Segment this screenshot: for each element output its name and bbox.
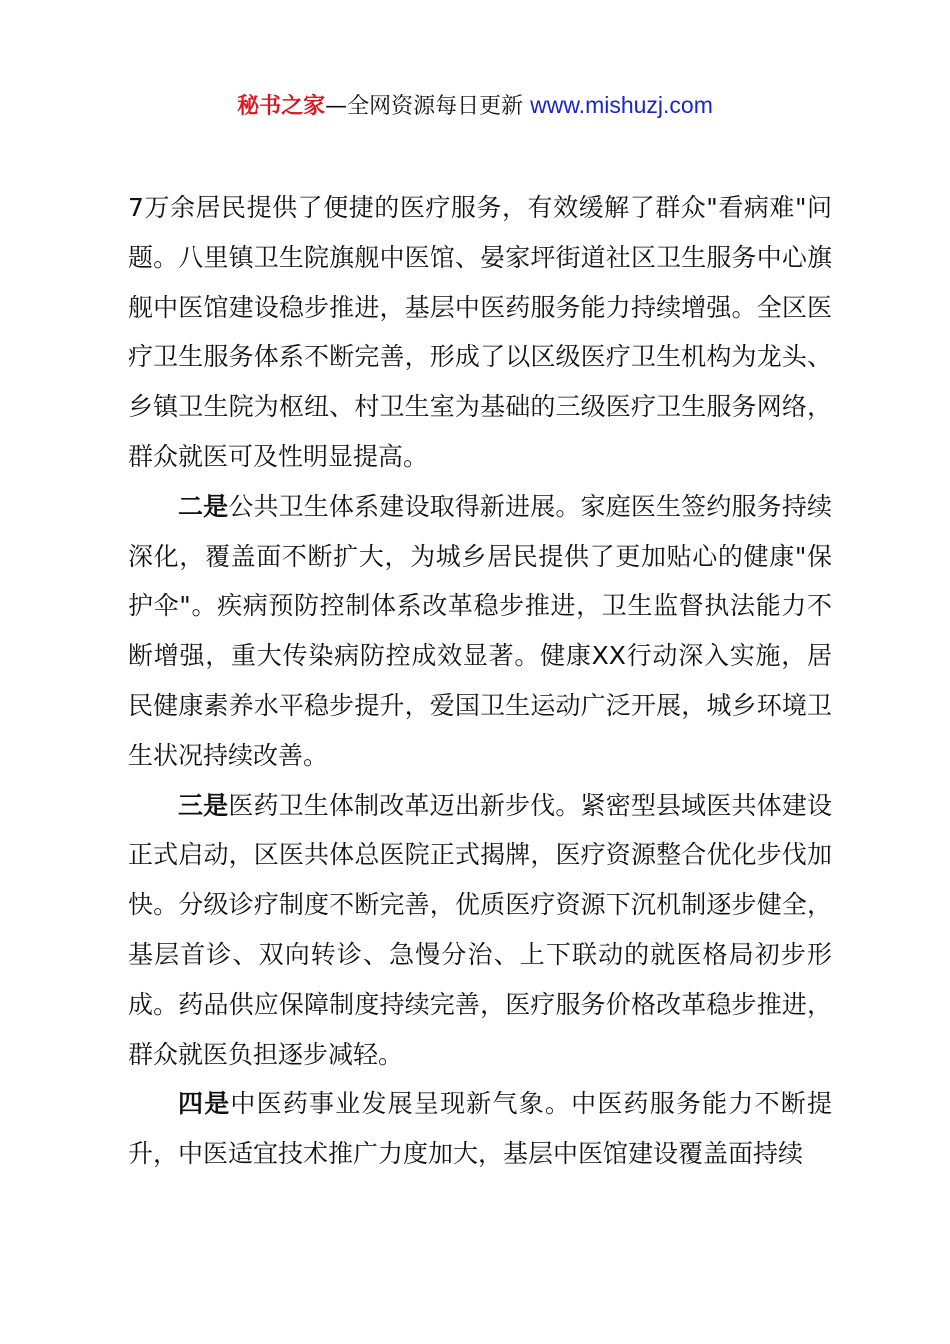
paragraph-1: [128, 183, 832, 482]
site-url-link[interactable]: www.mishuzj.com: [530, 92, 713, 118]
brand-name: 秘书之家: [237, 94, 326, 119]
paragraph-3-lead: 三是: [178, 790, 229, 820]
paragraph-4-text: 中医药事业发展呈现新气象。中医药服务能力不断提升，中医适宜技术推广力度加大，基层中医馆建设覆盖面持续: [128, 1089, 832, 1169]
paragraph-4-lead: 四是: [178, 1089, 231, 1119]
paragraph-2: [128, 482, 832, 781]
paragraph-4: [128, 1079, 832, 1179]
paragraph-2-lead: 二是: [178, 491, 229, 521]
header-tagline: —全网资源每日更新: [325, 94, 531, 119]
paragraph-2-text: 公共卫生体系建设取得新进展。家庭医生签约服务持续深化，覆盖面不断扩大，为城乡居民提供了更加贴心的健康"保护伞"。疾病预防控制体系改革稳步推进，卫生监督执法能力不断增强，重大传染病防控成效显著。健康XX行动深入实施，居民健康素养水平稳步提升，爱国卫生运动广泛开展，城乡环境卫生状况持续改善。: [128, 491, 832, 770]
paragraph-1-text: 7万余居民提供了便捷的医疗服务，有效缓解了群众"看病难"问题。八里镇卫生院旗舰中医馆、晏家坪街道社区卫生服务中心旗舰中医馆建设稳步推进，基层中医药服务能力持续增强。全区医疗卫生服务体系不断完善，形成了以区级医疗卫生机构为龙头、乡镇卫生院为枢纽、村卫生室为基础的三级医疗卫生服务网络，群众就医可及性明显提高。: [128, 193, 832, 471]
paragraph-3: [128, 781, 832, 1080]
document-body: [128, 183, 832, 1179]
paragraph-3-text: 医药卫生体制改革迈出新步伐。紧密型县域医共体建设正式启动，区医共体总医院正式揭牌，医疗资源整合优化步伐加快。分级诊疗制度不断完善，优质医疗资源下沉机制逐步健全，基层首诊、双向转诊、急慢分治、上下联动的就医格局初步形成。药品供应保障制度持续完善，医疗服务价格改革稳步推进，群众就医负担逐步减轻。: [128, 790, 832, 1069]
page-header: [0, 88, 950, 124]
